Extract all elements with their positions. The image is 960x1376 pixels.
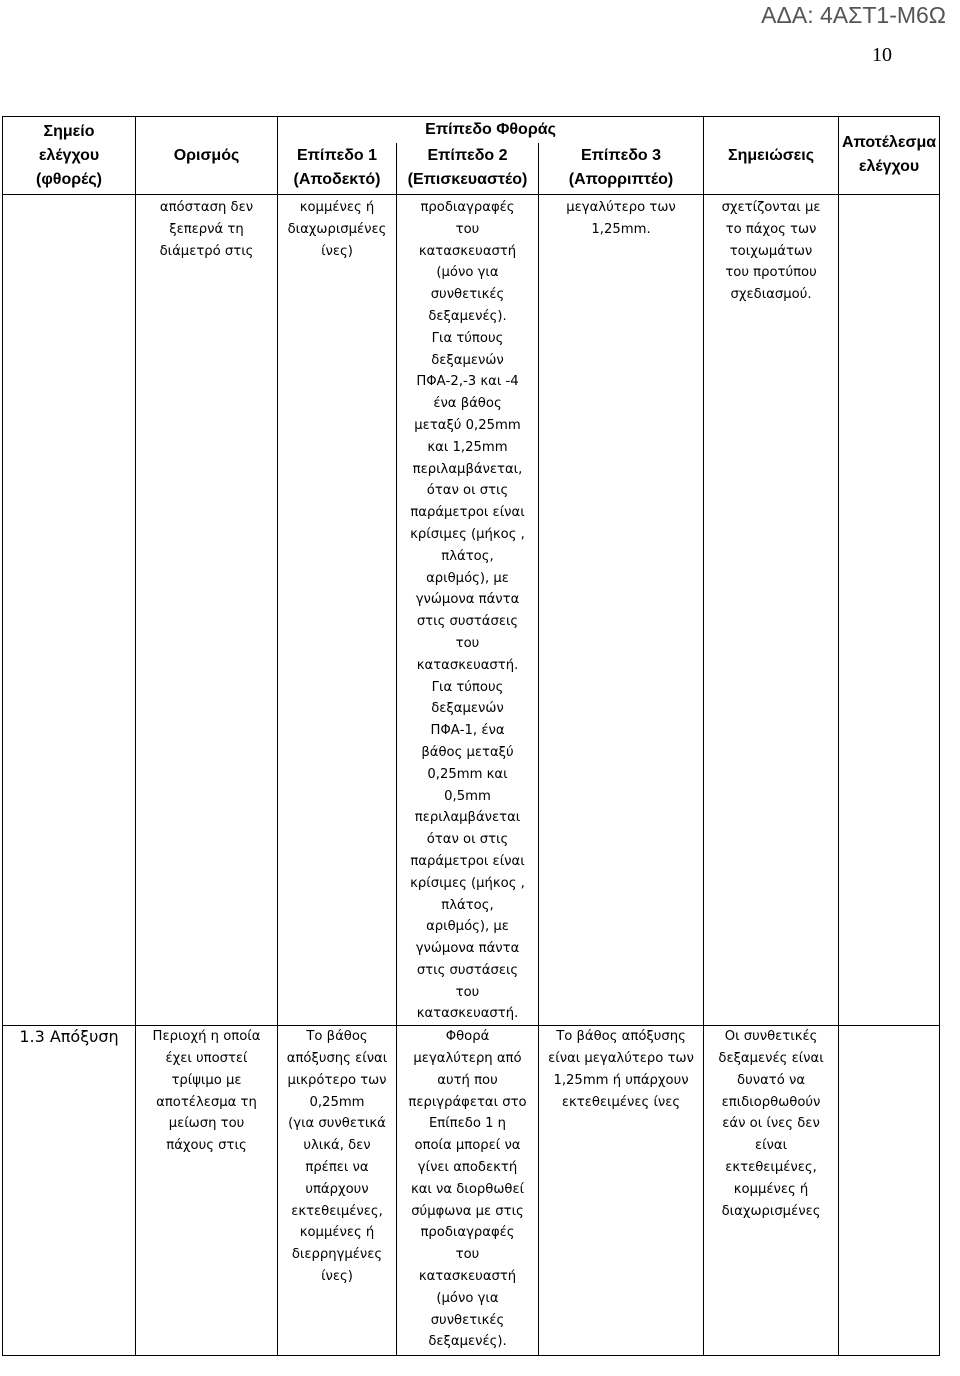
cell-definition: Περιοχή η οποία έχει υποστεί τρίψιμο με αποτέλεσμα τη μείωση του πάχους στις bbox=[136, 1026, 278, 1356]
ada-code: ΑΔΑ: 4ΑΣΤ1-Μ6Ω bbox=[761, 2, 946, 28]
header-definition: Ορισμός bbox=[136, 117, 278, 195]
page-number: 10 bbox=[872, 44, 892, 66]
cell-point bbox=[3, 195, 136, 1026]
header-level-3: Επίπεδο 3 (Απορριπτέο) bbox=[539, 143, 704, 195]
header-notes: Σημειώσεις bbox=[704, 117, 839, 195]
cell-result bbox=[839, 195, 940, 1026]
header-row-1 bbox=[3, 117, 940, 143]
header-damage-level: Επίπεδο Φθοράς bbox=[278, 117, 704, 143]
header-level-2: Επίπεδο 2 (Επισκευαστέο) bbox=[397, 143, 539, 195]
cell-result bbox=[839, 1026, 940, 1356]
cell-level-3: Το βάθος απόξυσης είναι μεγαλύτερο των 1,25mm ή υπάρχουν εκτεθειμένες ίνες bbox=[539, 1026, 704, 1356]
cell-level-1: Το βάθος απόξυσης είναι μικρότερο των 0,25mm (για συνθετικά υλικά, δεν πρέπει να υπάρχουν εκτεθειμένες, κομμένες ή διερρηγμένες ίνες) bbox=[278, 1026, 397, 1356]
cell-point: 1.3 Απόξυση bbox=[3, 1026, 136, 1356]
table-row bbox=[3, 195, 940, 1026]
header-level-1: Επίπεδο 1 (Αποδεκτό) bbox=[278, 143, 397, 195]
cell-level-2: Φθορά μεγαλύτερη από αυτή που περιγράφεται στο Επίπεδο 1 η οποία μπορεί να γίνει αποδεκτή και να διορθωθεί σύμφωνα με στις προδιαγραφές του κατασκευαστή (μόνο για συνθετικές δεξαμενές). bbox=[397, 1026, 539, 1356]
cell-notes: σχετίζονται με το πάχος των τοιχωμάτων του προτύπου σχεδιασμού. bbox=[704, 195, 839, 1026]
damage-levels-table bbox=[2, 116, 940, 1356]
cell-definition: απόσταση δεν ξεπερνά τη διάμετρό στις bbox=[136, 195, 278, 1026]
header-result: Αποτέλεσμα ελέγχου bbox=[839, 117, 940, 195]
cell-level-2: προδιαγραφές του κατασκευαστή (μόνο για συνθετικές δεξαμενές). Για τύπους δεξαμενών ΠΦΑ-2,-3 και -4 ένα βάθος μεταξύ 0,25mm και 1,25mm περιλαμβάνεται, όταν οι στις παράμετροι είναι κρίσιμες (μήκος , πλάτος, αριθμός), με γνώμονα πάντα στις συστάσεις του κατασκευαστή. Για τύπους δεξαμενών ΠΦΑ-1, ένα βάθος μεταξύ 0,25mm και 0,5mm περιλαμβάνεται όταν οι στις παράμετροι είναι κρίσιμες (μήκος , πλάτος, αριθμός), με γνώμονα πάντα στις συστάσεις του κατασκευαστή. bbox=[397, 195, 539, 1026]
cell-notes: Οι συνθετικές δεξαμενές είναι δυνατό να επιδιορθωθούν εάν οι ίνες δεν είναι εκτεθειμένες, κομμένες ή διαχωρισμένες bbox=[704, 1026, 839, 1356]
cell-level-1: κομμένες ή διαχωρισμένες ίνες) bbox=[278, 195, 397, 1026]
header-point: Σημείο ελέγχου (φθορές) bbox=[3, 117, 136, 195]
table-row bbox=[3, 1026, 940, 1356]
cell-level-3: μεγαλύτερο των 1,25mm. bbox=[539, 195, 704, 1026]
